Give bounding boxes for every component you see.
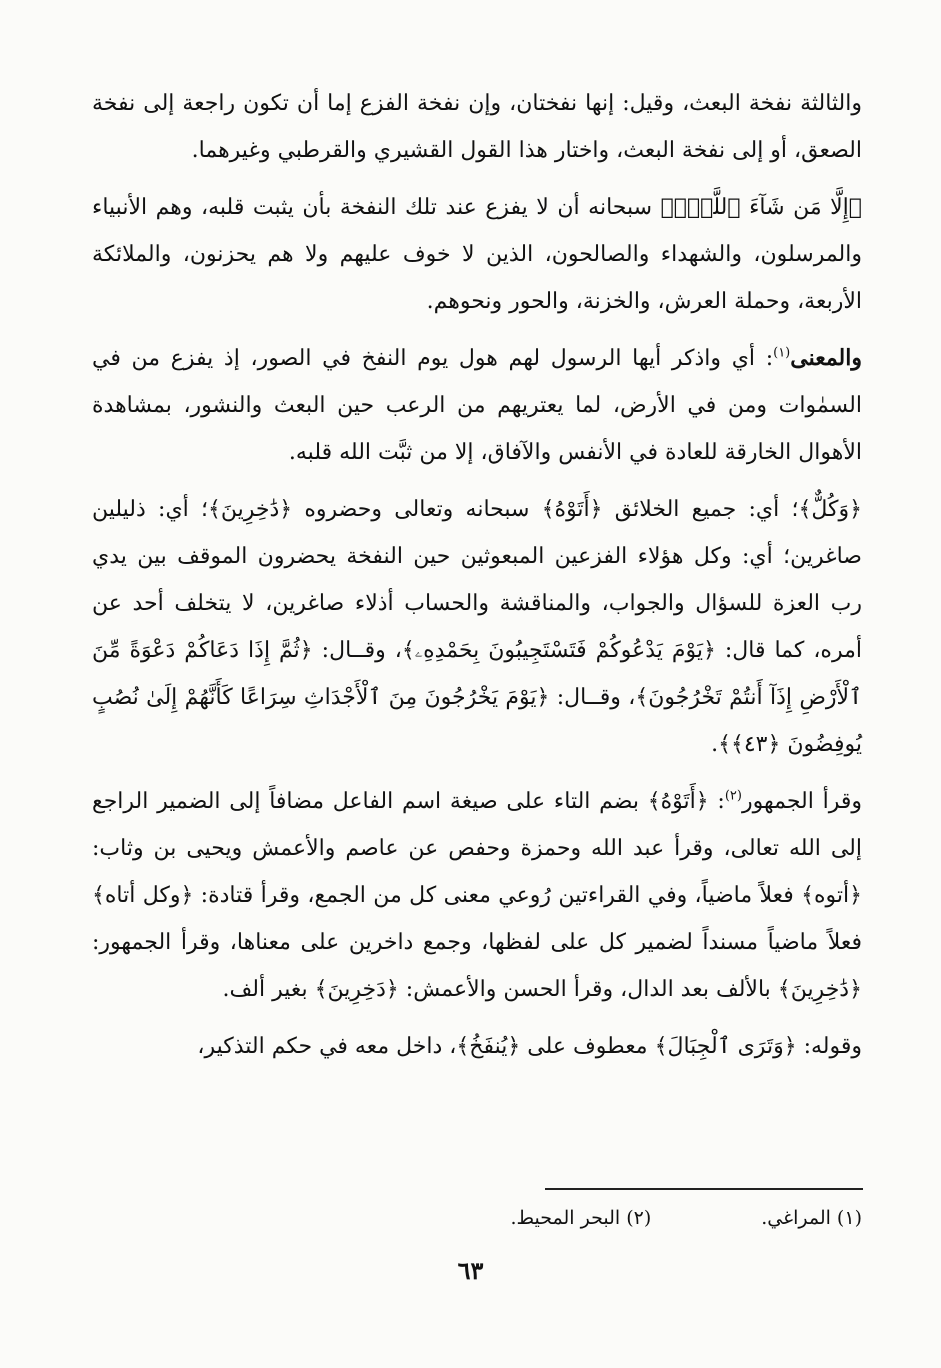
paragraph-text: ﴿إِلَّا مَن شَآءَ ٱللَّهُۚ﴾ سبحانه أن لا يفزع عند تلك النفخة بأن يثبت قلبه، وهم الأنبياء والمرسلون، والشهداء والصالحون، الذين لا خوف عليهم ولا هم يحزنون، والملائكة الأربعة، وحملة العرش، والخزنة، والحور ونحوهم. xyxy=(92,195,862,314)
footnotes xyxy=(92,1200,862,1236)
paragraph xyxy=(92,80,862,174)
paragraph-text: وقوله: ﴿وَتَرَى ٱلْجِبَالَ﴾ معطوف على ﴿يُنفَخُ﴾، داخل معه في حكم التذكير، xyxy=(197,1034,862,1059)
paragraph-text: : ﴿أَتَوْهُ﴾ بضم التاء على صيغة اسم الفاعل مضافاً إلى الضمير الراجع إلى الله تعالى، وقرأ عبد الله وحمزة وحفص عن عاصم والأعمش ويحيى بن وثاب: ﴿أتوه﴾ فعلاً ماضياً، وفي القراءتين رُوعي معنى كل من الجمع، وقرأ قتادة: ﴿وكل أتاه﴾ فعلاً ماضياً مسنداً لضمير كل على لفظها، وجمع داخرين على معناها، وقرأ الجمهور: ﴿دَٰخِرِينَ﴾ بالألف بعد الدال، وقرأ الحسن والأعمش: ﴿دَخِرِينَ﴾ بغير ألف. xyxy=(92,789,862,1002)
footnote-2: (٢) البحر المحيط. xyxy=(510,1207,652,1229)
paragraph xyxy=(92,778,862,1013)
paragraph-text: والمعنى xyxy=(790,345,862,371)
paragraph-text: : أي واذكر أيها الرسول لهم هول يوم النفخ في الصور، إذ يفزع من في السمٰوات ومن في الأرض، لما يعتريهم من الرعب حين البعث والنشور، بمشاهدة الأهوال الخارقة للعادة في الأنفس والآفاق، إلا من ثبَّت الله قلبه. xyxy=(92,346,862,465)
paragraph-text: والثالثة نفخة البعث، وقيل: إنها نفختان، وإن نفخة الفزع إما أن تكون راجعة إلى نفخة الصعق، أو إلى نفخة البعث، واختار هذا القول القشيري والقرطبي وغيرهما. xyxy=(92,91,862,163)
paragraph xyxy=(92,184,862,325)
body-text xyxy=(92,80,862,1080)
footnote-1: (١) المراغي. xyxy=(761,1207,862,1229)
footnote-marker: (١) xyxy=(773,345,791,361)
paragraph xyxy=(92,335,862,476)
paragraph-text: ﴿وَكُلٌّ﴾؛ أي: جميع الخلائق ﴿أَتَوْهُ﴾ سبحانه وتعالى وحضروه ﴿دَٰخِرِينَ﴾؛ أي: ذليلين صاغرين؛ أي: وكل هؤلاء الفزعين المبعوثين حين النفخة يحضرون الموقف بين يدي رب العزة للسؤال والجواب، والمناقشة والحساب أذلاء صاغرين، لا يتخلف أحد عن أمره، كما قال: ﴿يَوْمَ يَدْعُوكُمْ فَتَسْتَجِيبُونَ بِحَمْدِهِۦ﴾، وقــال: ﴿ثُمَّ إِذَا دَعَاكُمْ دَعْوَةً مِّنَ ٱلْأَرْضِ إِذَآ أَنتُمْ تَخْرُجُونَ﴾، وقــال: ﴿يَوْمَ يَخْرُجُونَ مِنَ ٱلْأَجْدَاثِ سِرَاعًا كَأَنَّهُمْ إِلَىٰ نُصُبٍ يُوفِضُونَ ﴿٤٣﴾﴾. xyxy=(92,497,862,757)
footnote-marker: (٢) xyxy=(724,788,742,804)
paragraph xyxy=(92,486,862,768)
footnote-divider xyxy=(545,1188,863,1190)
paragraph-text: وقرأ الجمهور xyxy=(741,789,863,814)
paragraph xyxy=(92,1023,862,1070)
page-number: ٦٣ xyxy=(457,1256,484,1285)
